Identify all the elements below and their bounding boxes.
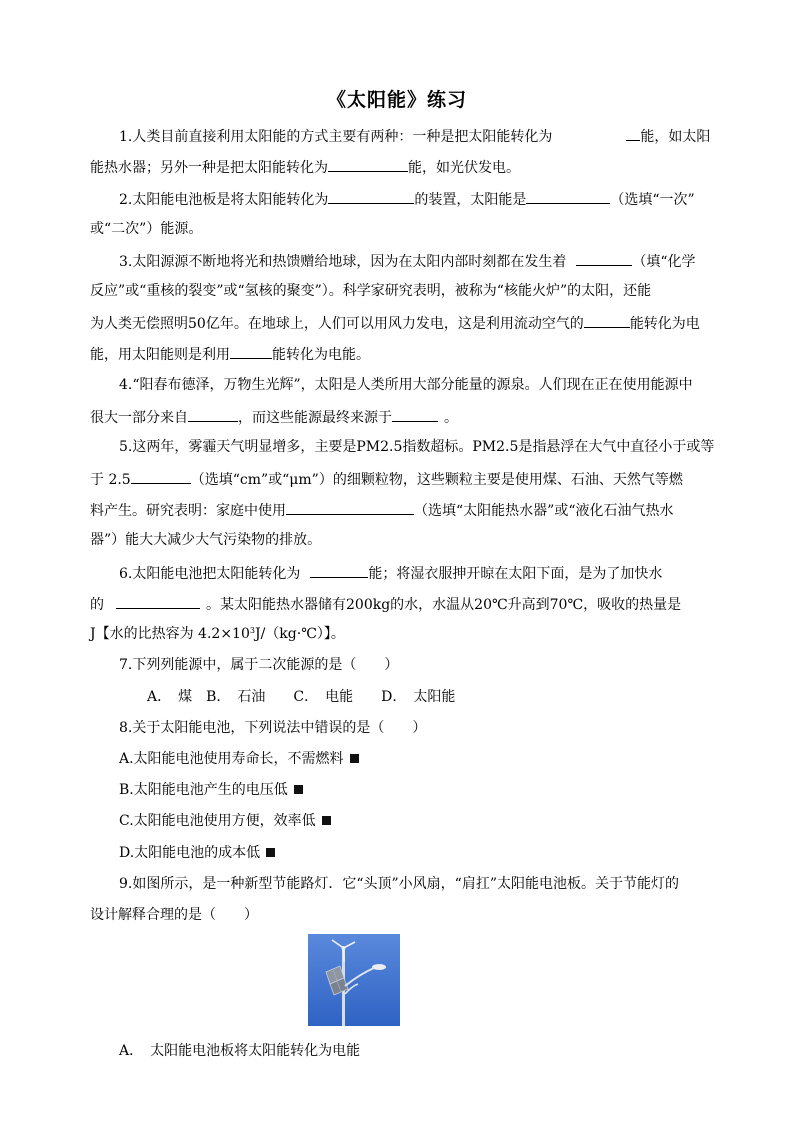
q1-text-b: 能，如太阳 — [640, 129, 711, 145]
q3-line-4 — [90, 344, 370, 364]
q5-text-c: （选填“cm”或“μm”）的细颗粒物，这些颗粒主要是使用煤、石油、天然气等燃 — [190, 472, 683, 488]
q8-option-b-text: B.太阳能电池产生的电压低 — [119, 782, 288, 798]
q9-line-1: 9.如图所示，是一种新型节能路灯．它“头顶”小风扇，“肩扛”太阳能电池板。关于节能灯的 — [119, 876, 679, 892]
q3-text-d: 为人类无偿照明50亿年。在地球上，人们可以用风力发电，这是利用流动空气的 — [90, 316, 584, 332]
q5-blank-1[interactable] — [131, 469, 191, 484]
q3-text-b: （填“化学 — [632, 254, 696, 270]
q2-blank-1[interactable] — [328, 189, 414, 204]
q1-line-1 — [119, 126, 710, 146]
q5-line-3 — [90, 500, 673, 520]
q5-text-a: 5.这两年，雾霾天气明显增多，主要是PM2.5指数超标。PM2.5是指悬浮在大气中直径小于或等 — [119, 439, 715, 455]
q1-blank-2[interactable] — [328, 157, 408, 172]
q1-text-d: 能，如光伏发电。 — [408, 160, 520, 176]
q4-blank-1[interactable] — [188, 407, 238, 422]
q3-line-3 — [90, 313, 700, 333]
q3-text-a: 3.太阳源源不断地将光和热馈赠给地球，因为在太阳内部时刻都在发生着 — [119, 254, 567, 270]
q2-line-1 — [119, 189, 695, 209]
q5-line-2 — [90, 469, 683, 489]
square-bullet-icon — [350, 754, 359, 763]
q6-line-1 — [119, 563, 662, 583]
q8-option-c-text: C.太阳能电池使用方便，效率低 — [119, 813, 316, 829]
q6-text-b: 能；将湿衣服抻开晾在太阳下面，是为了加快水 — [368, 566, 663, 582]
q3-blank-1[interactable] — [576, 251, 632, 266]
q3-text-f: 能，用太阳能则是利用 — [90, 347, 230, 363]
q3-blank-3[interactable] — [230, 344, 272, 359]
q5-line-1 — [119, 438, 714, 456]
q4-text-b: 很大一部分来自 — [90, 410, 188, 426]
q4-blank-2[interactable] — [392, 407, 438, 422]
q5-text-b: 于 2.5 — [90, 472, 131, 488]
q3-text-c: 反应”或“重核的裂变”或“氢核的聚变”）。科学家研究表明，被称为“核能火炉”的太阳，还能 — [90, 283, 652, 299]
square-bullet-icon — [294, 785, 303, 794]
q2-text-c: （选填“一次” — [610, 192, 695, 208]
q2-blank-2[interactable] — [526, 189, 610, 204]
q2-text-d: 或“二次”）能源。 — [90, 221, 203, 237]
q6-text-a: 6.太阳能电池把太阳能转化为 — [119, 566, 301, 582]
q5-text-f: 器”）能大大减少大气污染物的排放。 — [90, 532, 322, 548]
q3-text-e: 能转化为电 — [629, 316, 700, 332]
q8-option-d-text: D.太阳能电池的成本低 — [119, 845, 261, 861]
q4-line-1 — [119, 376, 693, 394]
q3-blank-2[interactable] — [584, 313, 630, 328]
q6-line-3 — [90, 625, 345, 643]
square-bullet-icon — [322, 816, 331, 825]
q1-blank-1-space — [552, 126, 626, 141]
q9-line-2: 设计解释合理的是（ ） — [90, 907, 258, 923]
q6-text-c: 的 — [90, 597, 104, 613]
q8-stem: 8.关于太阳能电池，下列说法中错误的是（ ） — [119, 720, 427, 736]
q8-option-a-text: A.太阳能电池使用寿命长，不需燃料 — [119, 751, 344, 767]
q6-line-2 — [90, 594, 681, 614]
q6-blank-1[interactable] — [310, 563, 368, 578]
q4-text-a: 4.“阳春布德泽，万物生光辉”，太阳是人类所用大部分能量的源泉。人们现在正在使用能源中 — [119, 377, 693, 393]
square-bullet-icon — [266, 848, 275, 857]
q5-text-e: （选填“太阳能热水器”或“液化石油气热水 — [414, 503, 674, 519]
q8-option-d[interactable] — [119, 844, 275, 862]
page-title: 《太阳能》练习 — [326, 89, 467, 111]
q7-stem: 7.下列列能源中，属于二次能源的是（ ） — [119, 657, 399, 673]
q4-text-c: ，而这些能源最终来源于 — [238, 410, 392, 426]
q2-line-2 — [90, 220, 202, 238]
q5-line-4 — [90, 531, 321, 549]
q4-line-2 — [90, 407, 458, 427]
q1-line-2 — [90, 157, 520, 177]
q5-blank-2[interactable] — [286, 500, 414, 515]
q3-line-2 — [90, 282, 651, 300]
q2-text-b: 的装置，太阳能是 — [414, 192, 527, 208]
q4-text-d: 。 — [444, 410, 458, 426]
q1-blank-1[interactable] — [626, 126, 640, 141]
q5-text-d: 料产生。研究表明：家庭中使用 — [90, 503, 286, 519]
q6-text-e: J【水的比热容为 4.2×10 — [90, 626, 250, 642]
q8-option-c[interactable] — [119, 812, 331, 830]
q6-text-f: J/（kg·℃）】。 — [254, 626, 345, 642]
q6-text-d: 。某太阳能热水器储有200kg的水，水温从20℃升高到70℃，吸收的热量是 — [206, 597, 682, 613]
q2-text-a: 2.太阳能电池板是将太阳能转化为 — [119, 192, 329, 208]
q8-option-a[interactable] — [119, 750, 359, 768]
q8-option-b[interactable] — [119, 781, 303, 799]
q7-options[interactable]: A． 煤 B． 石油 C． 电能 D． 太阳能 — [147, 689, 456, 705]
q3-line-1 — [119, 251, 696, 271]
q9-option-a[interactable]: A． 太阳能电池板将太阳能转化为电能 — [119, 1043, 361, 1059]
q6-blank-2[interactable] — [116, 594, 200, 609]
q1-text-a: 1.人类目前直接利用太阳能的方式主要有两种：一种是把太阳能转化为 — [119, 129, 553, 145]
q6-superscript: 3 — [249, 626, 255, 635]
q3-text-g: 能转化为电能。 — [272, 347, 370, 363]
q1-text-c: 能热水器；另外一种是把太阳能转化为 — [90, 160, 328, 176]
street-lamp-photo — [308, 934, 400, 1026]
